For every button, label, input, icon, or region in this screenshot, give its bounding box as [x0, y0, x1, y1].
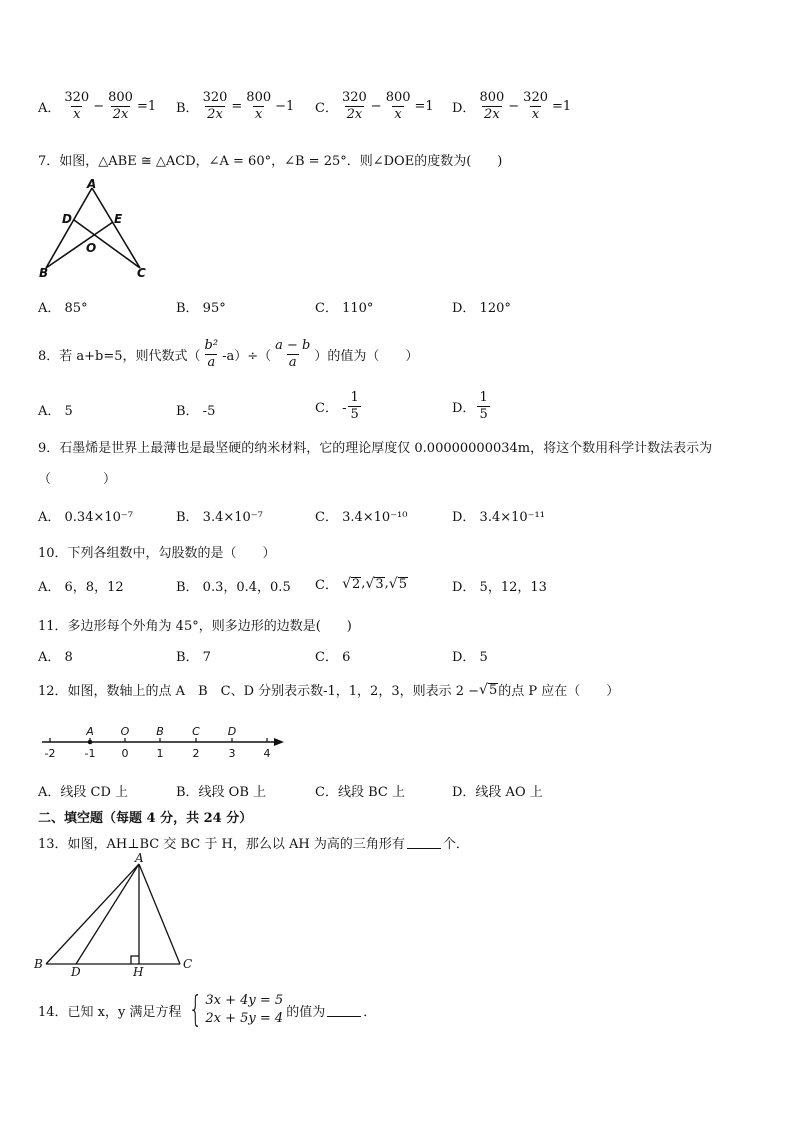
q10-option-b: B． 0.3，0.4，0.5 [176, 580, 291, 595]
svg-text:C: C [137, 266, 146, 278]
q7-option-c: C． 110° [315, 301, 374, 316]
answer-blank [327, 1004, 361, 1017]
sqrt: √ 5 [479, 681, 498, 698]
q12-number-line [40, 722, 290, 762]
q7-triangle-figure [36, 178, 156, 278]
svg-text:H: H [133, 965, 144, 978]
svg-text:A: A [135, 852, 144, 865]
svg-text:E: E [114, 212, 123, 226]
svg-text:-1: -1 [84, 747, 96, 760]
svg-text:C: C [192, 725, 200, 738]
q6-option-b: B． $\frac{320}{2x}$ = $\frac{800}{x}$ −1 [176, 90, 295, 122]
equation-system: { 3x + 4y = 5 2x + 5y = 4 [189, 989, 284, 1030]
point-a-dot [88, 740, 93, 745]
q8-option-d: D． $\frac{1}{5}$ [452, 390, 488, 422]
q10-option-c: C． √ 2 , √ 3 , √ 5 [315, 575, 407, 593]
q9-option-d: D． 3.4×10⁻¹¹ [452, 510, 545, 525]
q9-text-line2: （ ） [38, 472, 117, 487]
q11-text: 11．多边形每个外角为 45°，则多边形的边数是( ) [38, 619, 352, 634]
svg-text:B: B [156, 725, 164, 738]
q12-option-d: D．线段 AO 上 [452, 785, 543, 800]
fraction: $\frac{\text{b²}}{a}$ [204, 338, 219, 370]
q12-option-a: A．线段 CD 上 [38, 785, 129, 800]
svg-text:0: 0 [121, 747, 129, 760]
svg-text:D: D [62, 212, 72, 226]
q10-text: 10．下列各组数中，勾股数的是（ ） [38, 546, 276, 561]
fraction: $\frac{320}{x}$ [64, 90, 90, 122]
q14-text: 14．已知 x，y 满足方程 { 3x + 4y = 5 2x + 5y = 4 的值为 ． [38, 989, 377, 1030]
q9-option-a: A． 0.34×10⁻⁷ [38, 510, 133, 525]
q9-option-b: B． 3.4×10⁻⁷ [176, 510, 263, 525]
section-heading-fill-in: 二、填空题（每题 4 分，共 24 分） [38, 811, 253, 826]
svg-text:A: A [87, 178, 97, 191]
q7-option-b: B． 95° [176, 301, 226, 316]
q12-option-b: B．线段 OB 上 [176, 785, 267, 800]
sqrt: √ 2 [342, 575, 361, 592]
svg-text:B: B [39, 266, 49, 278]
q12-option-c: C．线段 BC 上 [315, 785, 405, 800]
q11-option-d: D． 5 [452, 650, 488, 665]
q11-option-b: B． 7 [176, 650, 211, 665]
svg-text:-2: -2 [44, 747, 56, 760]
q6-option-c: C． $\frac{320}{2x}$ − $\frac{800}{x}$ =1 [315, 90, 434, 122]
q8-option-a: A． 5 [38, 404, 73, 419]
svg-text:O: O [86, 241, 97, 255]
q8-option-b: B． -5 [176, 404, 216, 419]
q12-text: 12．如图，数轴上的点 A B C、D 分别表示数-1，1，2，3，则表示 2 − √ 5 的点 P 应在（ ） [38, 681, 620, 699]
fraction: $\frac{320}{2x}$ [202, 90, 228, 122]
q6-option-a: A． $\frac{320}{x}$ − $\frac{800}{2x}$ =1 [38, 90, 157, 122]
sqrt: √ 3 [365, 575, 384, 592]
q11-option-c: C． 6 [315, 650, 351, 665]
svg-text:O: O [120, 725, 130, 738]
q11-option-a: A． 8 [38, 650, 73, 665]
fraction: $\frac{800}{x}$ [385, 90, 411, 122]
fraction: $\frac{800}{x}$ [246, 90, 272, 122]
svg-text:B: B [34, 957, 43, 971]
q13-triangle-figure [34, 852, 204, 978]
q7-option-d: D． 120° [452, 301, 511, 316]
q7-option-a: A． 85° [38, 301, 88, 316]
q7-text: 7．如图，△ABE ≅ △ACD，∠A = 60°，∠B = 25°．则∠DOE的度数为( ) [38, 154, 503, 169]
svg-text:A: A [86, 725, 94, 738]
q10-option-a: A． 6，8，12 [38, 580, 124, 595]
fraction: $\frac{1}{5}$ [350, 390, 359, 422]
fraction: $\frac{800}{2x}$ [479, 90, 505, 122]
fraction: $\frac{a - b}{a}$ [275, 338, 311, 370]
svg-text:C: C [183, 957, 193, 971]
q9-text-line1: 9．石墨烯是世界上最薄也是最坚硬的纳米材料，它的理论厚度仅 0.00000000034m，将这个数用科学计数法表示为 [38, 441, 713, 456]
fraction: $\frac{800}{2x}$ [108, 90, 133, 122]
fraction: $\frac{320}{x}$ [523, 90, 548, 122]
q9-option-c: C． 3.4×10⁻¹⁰ [315, 510, 408, 525]
svg-text:D: D [71, 965, 81, 978]
fraction: $\frac{320}{2x}$ [341, 90, 367, 122]
svg-text:2: 2 [192, 747, 200, 760]
svg-text:4: 4 [263, 747, 271, 760]
q8-option-c: C． - $\frac{1}{5}$ [315, 390, 359, 422]
svg-text:1: 1 [156, 747, 164, 760]
q8-text: 8．若 a+b=5，则代数式（ $\frac{\text{b²}}{a}$ -a）÷（ $\frac{a - b}{a}$ ）的值为（ ） [38, 338, 419, 370]
q6-option-d: D． $\frac{800}{2x}$ − $\frac{320}{x}$ =1 [452, 90, 572, 122]
answer-blank [407, 836, 441, 849]
svg-text:D: D [227, 725, 237, 738]
sqrt: √ 5 [388, 575, 407, 592]
q10-option-d: D． 5，12，13 [452, 580, 547, 595]
q13-text: 13．如图，AH⊥BC 交 BC 于 H，那么以 AH 为高的三角形有 个． [38, 837, 469, 852]
svg-text:3: 3 [228, 747, 236, 760]
fraction: $\frac{1}{5}$ [479, 390, 488, 422]
